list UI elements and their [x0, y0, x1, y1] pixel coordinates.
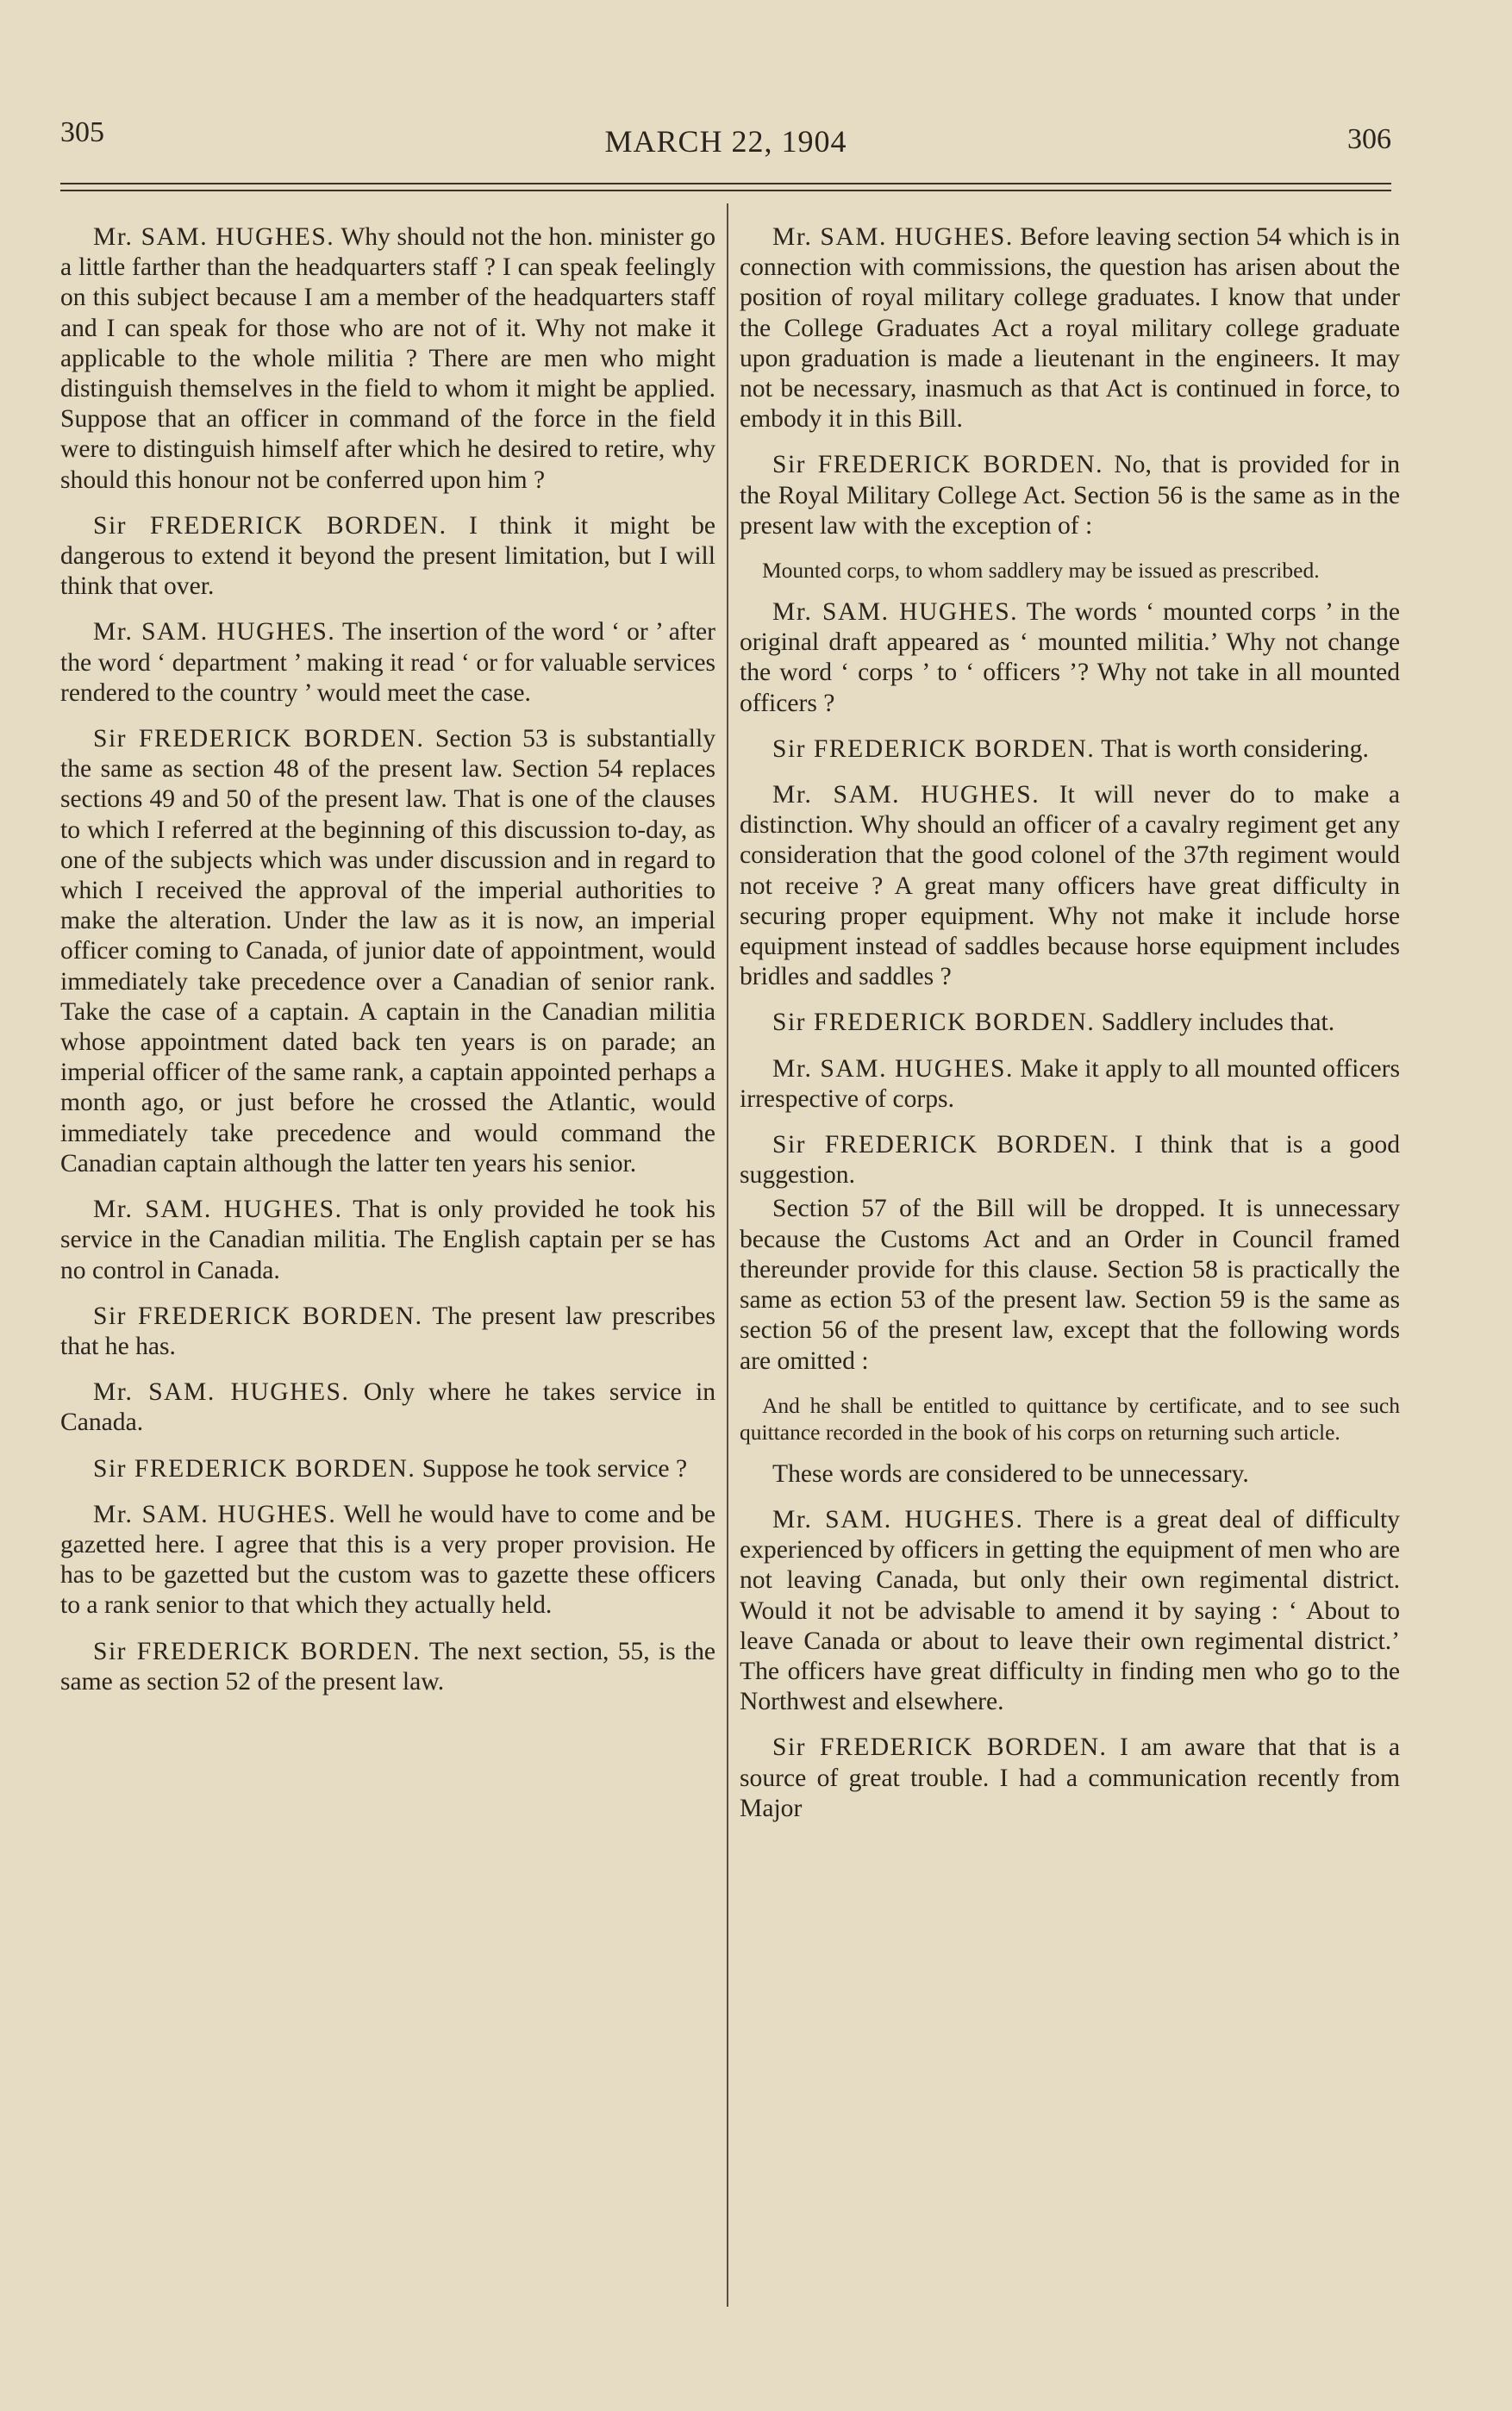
speech-paragraph — [740, 597, 1400, 719]
speaker-name: Mr. SAM. HUGHES. — [772, 1054, 1014, 1083]
speech-paragraph — [60, 1302, 715, 1362]
speech-text: There is a great deal of difficulty experienced by officers in getting the equipment of men who are not leaving Canada, but only their own regimental district. Would it not be advisable to amend it by saying : ‘ About to leave Canada or about to leave their own regimental district.’ The officers have great difficulty in finding men who go to the Northwest and elsewhere. — [740, 1505, 1400, 1716]
speech-text: I think that is a good suggestion. — [740, 1131, 1401, 1190]
continuation-paragraph: These words are considered to be unnecessary. — [772, 1459, 1249, 1488]
speech-text: It will never do to make a distinction. Why should an officer of a cavalry regiment get any consideration that the good colonel of the 37th regiment would not receive ? A great many officers have great difficulty in securing proper equipment. Why not make it include horse equipment instead of saddles because horse equipment includes bridles and saddles ? — [740, 781, 1400, 991]
speech-text: That is only provided he took his service in the Canadian militia. The English captain per se has no control in Canada. — [60, 1196, 715, 1284]
speech-text: The next section, 55, is the same as section 52 of the present law. — [60, 1637, 716, 1696]
speech-paragraph — [60, 1500, 715, 1621]
speech-text: Before leaving section 54 which is in connection with commissions, the question has arisen about the position of royal military college graduates. I know that under the College Graduates Act a royal military college graduate upon graduation is made a lieutenant in the engineers. It may not be necessary, inasmuch as that Act is continued in force, to embody it in this Bill. — [740, 223, 1400, 434]
speech-text: Make it apply to all mounted officers irrespective of corps. — [740, 1054, 1400, 1113]
speaker-name: Mr. SAM. HUGHES. — [93, 1378, 350, 1407]
page-number-left: 305 — [60, 116, 104, 148]
speech-text: The insertion of the word ‘ or ’ after the word ‘ department ’ making it read ‘ or for valuable services rendered to the country ’ would meet the case. — [60, 618, 715, 707]
speaker-name: Sir FREDERICK BORDEN. — [772, 1009, 1096, 1037]
quoted-clause: And he shall be entitled to quittance by certificate, and to see such quittance recorded in the book of his corps on returning such article. — [740, 1392, 1400, 1445]
speaker-name: Mr. SAM. HUGHES. — [772, 598, 1019, 627]
speaker-name: Mr. SAM. HUGHES. — [93, 223, 335, 251]
header-rule-bottom — [60, 190, 1391, 191]
speech-paragraph — [740, 1505, 1400, 1717]
speaker-name: Sir FREDERICK BORDEN. — [772, 734, 1096, 763]
speaker-name: Mr. SAM. HUGHES. — [772, 781, 1040, 809]
speech-text: Only where he takes service in Canada. — [60, 1378, 716, 1437]
speaker-name: Sir FREDERICK BORDEN. — [93, 725, 425, 753]
speaker-name: Sir FREDERICK BORDEN. — [93, 1454, 416, 1483]
speaker-name: Sir FREDERICK BORDEN. — [93, 1302, 423, 1330]
page-header — [60, 116, 1391, 168]
quoted-clause: Mounted corps, to whom saddlery may be issued as prescribed. — [762, 558, 1320, 584]
speech-text: Suppose he took service ? — [422, 1454, 688, 1483]
speech-paragraph — [740, 1130, 1400, 1190]
speech-paragraph — [60, 724, 715, 1179]
speech-text: That is worth considering. — [1101, 734, 1369, 763]
speaker-name: Mr. SAM. HUGHES. — [93, 618, 336, 646]
speech-paragraph — [740, 780, 1400, 992]
speaker-name: Mr. SAM. HUGHES. — [93, 1196, 343, 1224]
page-number-right: 306 — [1347, 123, 1391, 155]
speech-paragraph — [740, 450, 1400, 541]
speech-paragraph — [60, 1195, 715, 1286]
speech-paragraph — [60, 511, 715, 603]
speaker-name: Mr. SAM. HUGHES. — [772, 1505, 1024, 1533]
speaker-name: Sir FREDERICK BORDEN. — [93, 511, 447, 540]
speaker-name: Sir FREDERICK BORDEN. — [772, 451, 1104, 479]
right-column — [740, 222, 1400, 1839]
speech-text: Section 53 is substantially the same as section 48 of the present law. Section 54 replaces sections 49 and 50 of the present law. That is one of the clauses to which I referred at the beginning of this discussion to-day, as one of the subjects which was under discussion and in regard to which I received the approval of the imperial authorities to make the alteration. Under the law as it is now, an imperial officer coming to Canada, of junior date of appointment, would immediately take precedence over a Canadian of senior rank. Take the case of a captain. A captain in the Canadian militia whose appointment dated back ten years is on parade; an imperial officer of the same rank, a captain appointed perhaps a month ago, or just before he crossed the Atlantic, would immediately take precedence and would command the Canadian captain although the latter ten years his senior. — [60, 725, 715, 1177]
speech-paragraph — [740, 734, 1400, 765]
speech-text: I am aware that that is a source of great trouble. I had a communication recently from Major — [740, 1733, 1400, 1822]
speaker-name: Sir FREDERICK BORDEN. — [93, 1637, 422, 1665]
speech-text: Saddlery includes that. — [1101, 1009, 1335, 1037]
speech-paragraph — [60, 617, 715, 709]
speech-text: The words ‘ mounted corps ’ in the original draft appeared as ‘ mounted militia.’ Why not change the word ‘ corps ’ to ‘ officers ’? Why not take in all mounted officers ? — [740, 598, 1400, 717]
speech-paragraph — [740, 1054, 1400, 1115]
speaker-name: Sir FREDERICK BORDEN. — [772, 1131, 1117, 1159]
continuation-paragraph: Section 57 of the Bill will be dropped. It is unnecessary because the Customs Act and an Order in Council framed thereunder provide for this clause. Section 58 is practically the same as ection 53 of the present law. Section 59 is the same as section 56 of the present law, except that the following words are omitted : — [740, 1195, 1400, 1375]
left-column — [60, 222, 715, 1713]
header-rule-top — [60, 183, 1391, 184]
column-divider — [727, 203, 728, 2307]
speech-text: Well he would have to come and be gazetted here. I agree that this is a very proper provision. He has to be gazetted but the custom was to gazette these officers to a rank senior to that which they actually held. — [60, 1500, 715, 1620]
speech-paragraph — [60, 1377, 715, 1438]
speech-paragraph — [740, 1008, 1400, 1038]
speech-paragraph — [60, 1454, 715, 1484]
speech-paragraph — [740, 222, 1400, 434]
speech-paragraph — [60, 222, 715, 496]
page-date-title: MARCH 22, 1904 — [604, 124, 847, 159]
speech-paragraph — [60, 1637, 715, 1697]
speaker-name: Mr. SAM. HUGHES. — [93, 1500, 337, 1528]
speech-text: I think it might be dangerous to extend it beyond the present limitation, but I will think that over. — [60, 511, 715, 601]
speech-paragraph — [740, 1733, 1400, 1824]
speaker-name: Sir FREDERICK BORDEN. — [772, 1733, 1108, 1762]
speech-text: Why should not the hon. minister go a little farther than the headquarters staff ? I can speak feelingly on this subject because I am a member of the headquarters staff and I can speak for those who are not of it. Why not make it applicable to the whole militia ? There are men who might distinguish themselves in the field to whom it might be applied. Suppose that an officer in command of the force in the field were to distinguish himself after which he desired to retire, why should this honour not be conferred upon him ? — [60, 223, 716, 494]
speech-text: The present law prescribes that he has. — [60, 1302, 715, 1360]
speaker-name: Mr. SAM. HUGHES. — [772, 223, 1014, 251]
speech-text: No, that is provided for in the Royal Military College Act. Section 56 is the same as in the present law with the exception of : — [740, 451, 1400, 540]
